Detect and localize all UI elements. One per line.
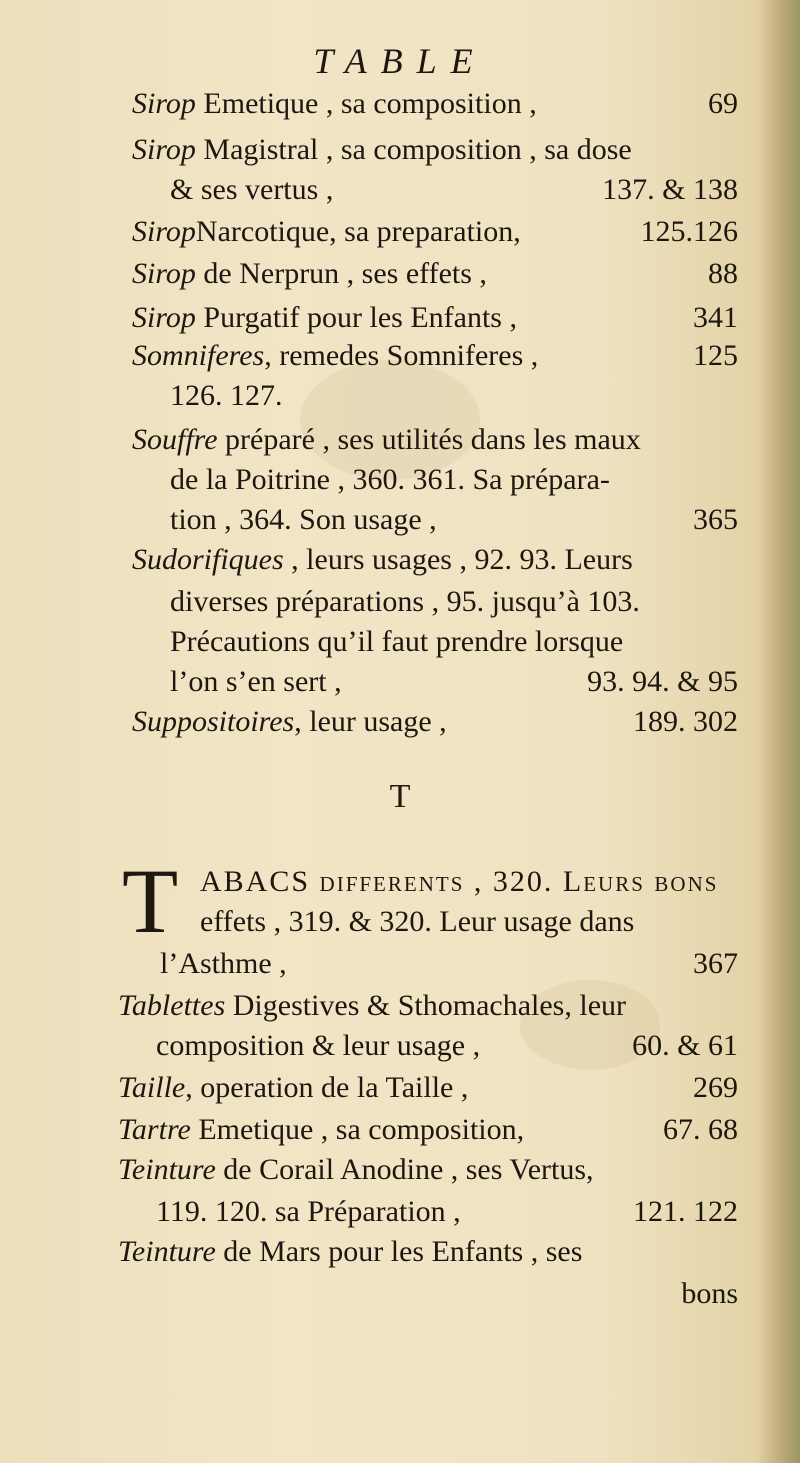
index-line [0,374,800,418]
page-ref: 341 [693,301,738,334]
entry-text: Taille, operation de la Taille , [118,1071,469,1104]
page-ref: 121. 122 [633,1195,738,1228]
index-line [0,984,800,1028]
entry-head: Suppositoires [132,705,295,738]
section-letter: T [389,778,411,815]
entry-text: 126. 127. [170,379,283,412]
entry-text: Teinture de Corail Anodine , ses Vertus, [118,1153,594,1186]
page-ref: 365 [693,503,738,536]
index-line [0,128,800,172]
page-ref: 189. 302 [633,705,738,738]
index-line [0,620,800,664]
entry-text: Souffre préparé , ses utilités dans les maux [132,423,641,456]
index-line [0,1066,800,1110]
entry-text: SiropNarcotique, sa preparation, [132,215,521,248]
index-line [0,334,800,378]
index-line [0,418,800,462]
index-line [0,1272,800,1316]
index-line [0,860,800,904]
entry-text: ABACS differents , 320. Leurs bons [200,865,719,898]
entry-text: effets , 319. & 320. Leur usage dans [200,905,635,938]
entry-text: Teinture de Mars pour les Enfants , ses [118,1235,583,1268]
entry-head: Sirop [132,87,196,120]
entry-text: Tartre Emetique , sa composition, [118,1113,525,1146]
entry-text: Tablettes Digestives & Sthomachales, leur [118,989,627,1022]
entry-text: 119. 120. sa Préparation , [156,1195,461,1228]
entry-text: l’on s’en sert , [170,665,342,698]
index-line [0,1148,800,1192]
index-line [0,900,800,944]
page-ref: 67. 68 [663,1113,738,1146]
entry-text: diverses préparations , 95. jusqu’à 103. [170,585,640,618]
entry-head: Sirop [132,133,196,166]
index-line [0,252,800,296]
index-line [0,942,800,986]
entry-head: Tablettes [118,989,226,1022]
entry-head: Sirop [132,215,196,248]
page-ref: 137. & 138 [602,173,738,206]
page-ref: 125.126 [640,215,738,248]
index-line [0,580,800,624]
entry-text: tion , 364. Son usage , [170,503,437,536]
entry-text: de la Poitrine , 360. 361. Sa prépara- [170,463,610,496]
entry-head: Taille [118,1071,186,1104]
index-line [0,1190,800,1234]
entry-text: Suppositoires, leur usage , [132,705,447,738]
index-line [0,498,800,542]
page-ref: 93. 94. & 95 [587,665,738,698]
entry-text: Précautions qu’il faut prendre lorsque [170,625,624,658]
index-line [0,1108,800,1152]
entry-head: Teinture [118,1153,216,1186]
entry-head: Sirop [132,301,196,334]
entry-text: & ses vertus , [170,173,334,206]
entry-head: Somniferes [132,339,265,372]
entry-text: Sirop de Nerprun , ses effets , [132,257,487,290]
catchword: bons [681,1277,738,1310]
entry-text: Somniferes, remedes Somniferes , [132,339,539,372]
index-line [0,1024,800,1068]
entry-text: l’Asthme , [160,947,287,980]
index-line [0,458,800,502]
index-line [0,210,800,254]
entry-text: Sirop Magistral , sa composition , sa dose [132,133,632,166]
page-ref: 88 [708,257,738,290]
index-line [0,168,800,212]
page-ref: 269 [693,1071,738,1104]
entry-head: Sirop [132,257,196,290]
page-ref: 125 [693,339,738,372]
entry-text: Sirop Emetique , sa composition , [132,87,537,120]
index-line [0,700,800,744]
entry-head: Tartre [118,1113,191,1146]
index-line [0,660,800,704]
entry-text: composition & leur usage , [156,1029,481,1062]
page-ref: 367 [693,947,738,980]
page-ref: 60. & 61 [632,1029,738,1062]
page-header: TABLE [313,41,487,81]
page-ref: 69 [708,87,738,120]
index-line [0,82,800,126]
entry-head: Teinture [118,1235,216,1268]
entry-head: Souffre [132,423,218,456]
entry-head: Sudorifiques [132,543,284,576]
drop-cap: T [122,850,179,952]
entry-text: Sirop Purgatif pour les Enfants , [132,301,517,334]
index-line [0,1230,800,1274]
entry-text: Sudorifiques , leurs usages , 92. 93. Leurs [132,543,633,576]
index-line [0,538,800,582]
